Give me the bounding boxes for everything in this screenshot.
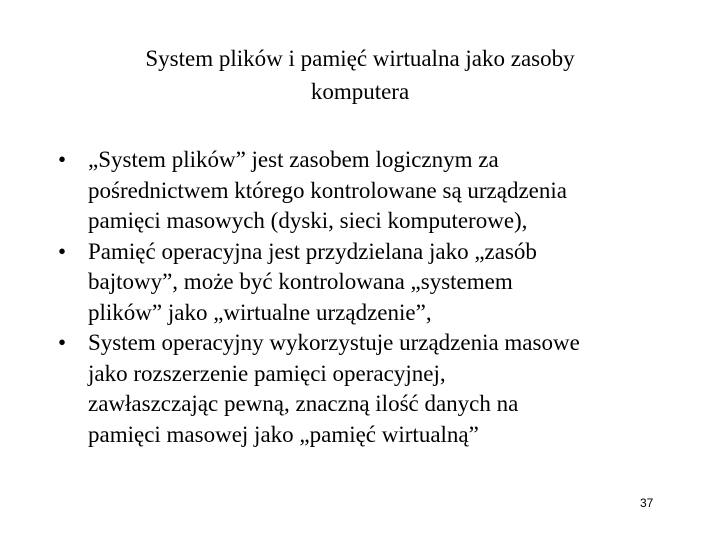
bullet-icon: • <box>58 330 67 355</box>
bullet-line: pamięci masowych (dyski, sieci komputerowe), <box>88 208 528 233</box>
bullet-line: jako rozszerzenie pamięci operacyjnej, <box>88 360 446 386</box>
bullet-line: zawłaszczając pewną, znaczną ilość danych na <box>88 391 519 416</box>
page-number: 37 <box>640 496 654 510</box>
bullet-icon: • <box>58 238 67 264</box>
bullet-line: „System plików” jest zasobem logicznym za <box>88 147 499 172</box>
bullet-line: bajtowy”, może być kontrolowana „systemem <box>88 269 513 294</box>
bullet-line: plików” jako „wirtualne urządzenie”, <box>88 299 432 325</box>
bullet-list <box>58 145 698 450</box>
bullet-text <box>88 328 698 450</box>
bullet-item <box>58 145 698 237</box>
title-line: System plików i pamięć wirtualna jako zasoby <box>145 46 575 71</box>
bullet-text <box>88 237 698 329</box>
bullet-line: pośrednictwem którego kontrolowane są urządzenia <box>88 177 567 203</box>
bullet-item <box>58 237 698 329</box>
bullet-icon: • <box>58 147 67 172</box>
bullet-text <box>88 145 698 237</box>
title-line: komputera <box>310 79 410 104</box>
bullet-line: pamięci masowej jako „pamięć wirtualną” <box>88 421 479 447</box>
slide-title <box>40 42 680 108</box>
bullet-line: System operacyjny wykorzystuje urządzenia masowe <box>88 330 580 355</box>
bullet-item <box>58 328 698 450</box>
bullet-line: Pamięć operacyjna jest przydzielana jako „zasób <box>88 238 537 264</box>
